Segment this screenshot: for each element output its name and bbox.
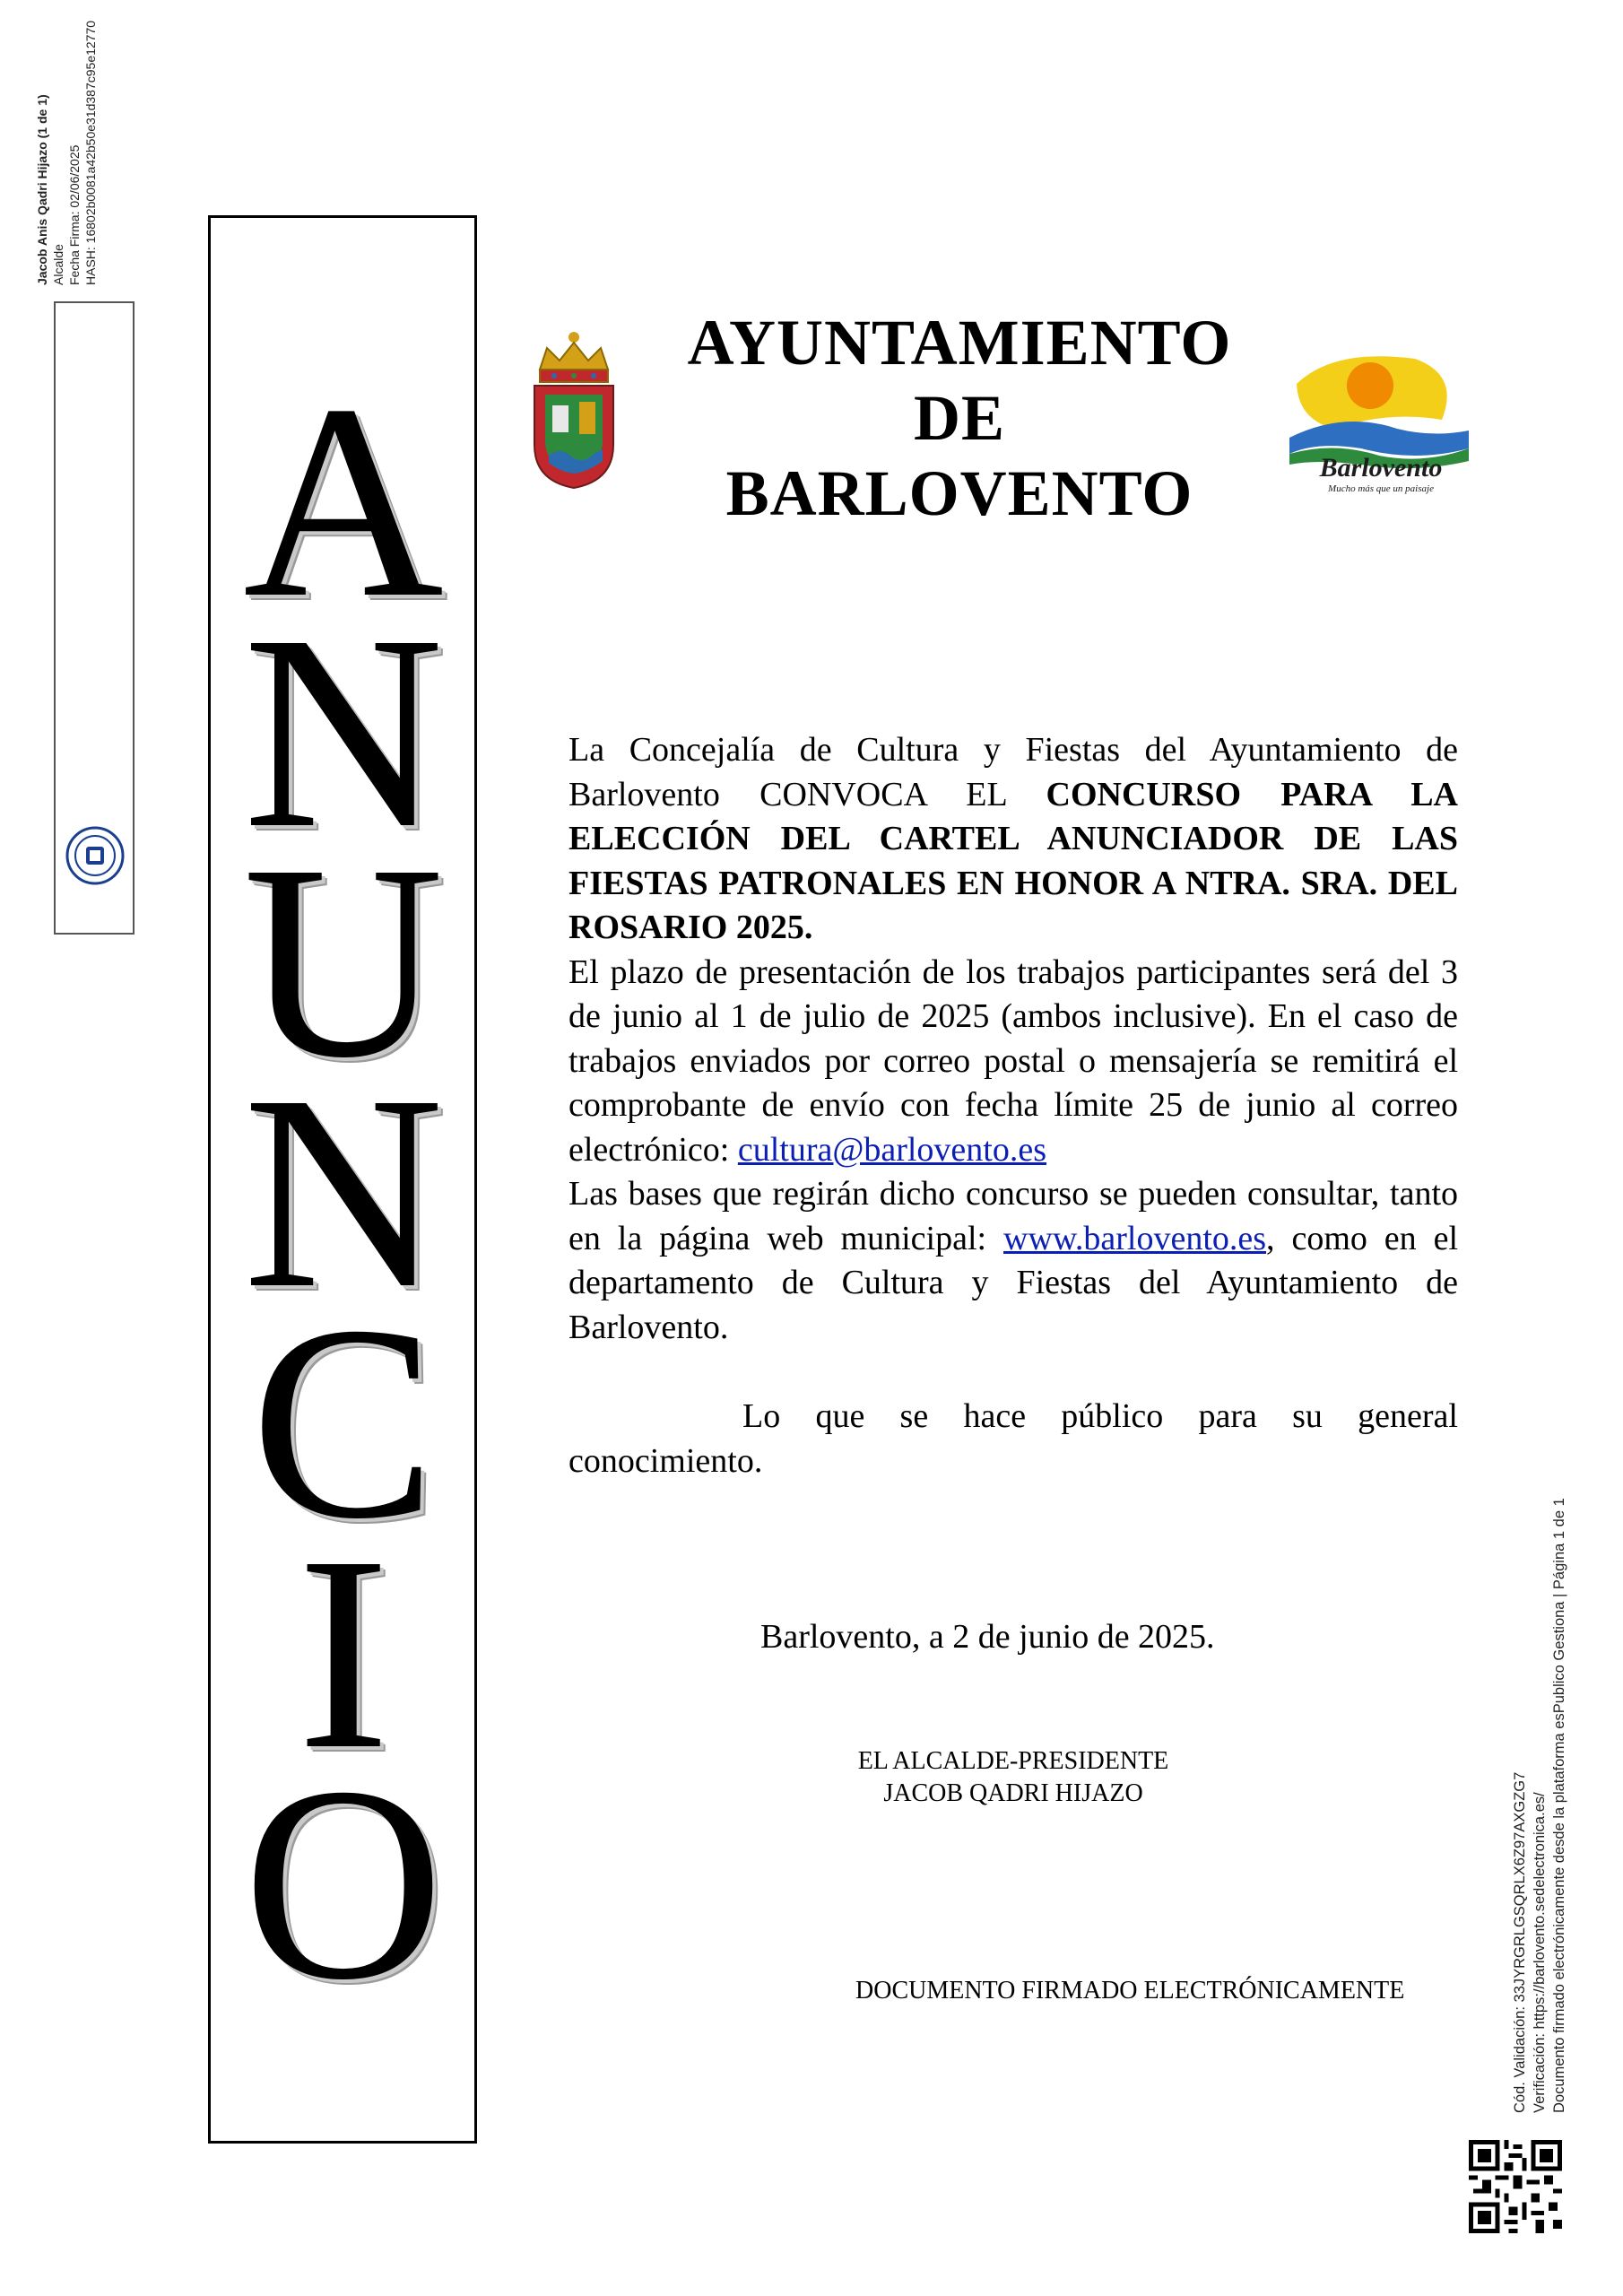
rules-paragraph [568, 1172, 1458, 1350]
title-line: AYUNTAMIENTO [687, 307, 1232, 378]
paragraph-text: El plazo de presentación de los trabajos participantes será del 3 de junio al 1 de julio de 2025 (ambos inclusive). En el caso de trabajos enviados por correo postal o mensajería se remitirá el comprobante de envío con fecha límite 25 de junio al correo electrónico: [568, 952, 1458, 1169]
validation-code: Cód. Validación: 33JYRGRLGSQRLX6Z97AXGZG7 [1512, 1771, 1528, 2113]
anuncio-letter: I [297, 1500, 390, 1807]
anuncio-letter: U [243, 808, 444, 1116]
anuncio-letter: C [250, 1269, 437, 1577]
contest-title: CONCURSO PARA LA ELECCIÓN DEL CARTEL ANUNCIADOR DE LAS FIESTAS PATRONALES EN HONOR A NTRA. SRA. DEL ROSARIO 2025. [568, 775, 1458, 946]
page-title [646, 305, 1273, 531]
logo-text: Barlovento [1319, 453, 1443, 483]
verification-url: Verificación: https://barlovento.sedelectronica.es/ [1532, 1792, 1548, 2113]
platform-note: Documento firmado electrónicamente desde la plataforma esPublico Gestiona | Página 1 de 1 [1551, 1498, 1567, 2113]
electronic-signature-note: DOCUMENTO FIRMADO ELECTRÓNICAMENTE [855, 1977, 1405, 2005]
anuncio-letter: A [243, 348, 444, 656]
website-link[interactable]: www.barlovento.es [1003, 1219, 1267, 1257]
date-line: Barlovento, a 2 de junio de 2025. [760, 1618, 1215, 1656]
paragraph-text: Las bases que regirán dicho concurso se pueden consultar, tanto en la página web municipal: [568, 1175, 1458, 1257]
signer-name: JACOB QADRI HIJAZO [883, 1779, 1143, 1807]
title-line: BARLOVENTO [725, 457, 1193, 529]
signer-block [789, 1745, 1237, 1810]
signer-stamp-name: Jacob Anis Qadri Hijazo (1 de 1) [35, 94, 49, 285]
logo-tagline: Mucho más que un paisaje [1328, 483, 1434, 494]
qr-code-icon[interactable] [1469, 2140, 1562, 2233]
deadline-paragraph [568, 951, 1458, 1173]
paragraph-text: , como en el departamento de Cultura y Fiestas del Ayuntamiento de Barlovento. [568, 1219, 1458, 1346]
announcement-body [568, 728, 1458, 1483]
anuncio-letter: N [243, 578, 444, 886]
validation-stamp [1510, 1498, 1569, 2113]
title-line: DE [913, 382, 1006, 454]
signature-stamp-text [34, 21, 99, 285]
signer-stamp-role: Alcalde [51, 244, 65, 285]
closing-paragraph: Lo que se hace público para su general conocimiento. [568, 1397, 1458, 1480]
municipal-seal-icon [65, 825, 126, 886]
paragraph-text: La Concejalía de Cultura y Fiestas del Ayuntamiento de Barlovento CONVOCA EL [568, 731, 1458, 813]
anuncio-letter: N [243, 1039, 444, 1346]
coat-of-arms-icon [529, 330, 619, 490]
anuncio-letter: O [243, 1730, 444, 2038]
email-link[interactable]: cultura@barlovento.es [737, 1130, 1047, 1169]
signature-date: Fecha Firma: 02/06/2025 [67, 144, 82, 285]
barlovento-logo [1280, 348, 1474, 497]
announcement-paragraph [568, 728, 1458, 951]
signature-hash: HASH: 16802b0081a42b50e31d387c95e12770 [83, 20, 98, 285]
signer-title: EL ALCALDE-PRESIDENTE [857, 1747, 1169, 1775]
